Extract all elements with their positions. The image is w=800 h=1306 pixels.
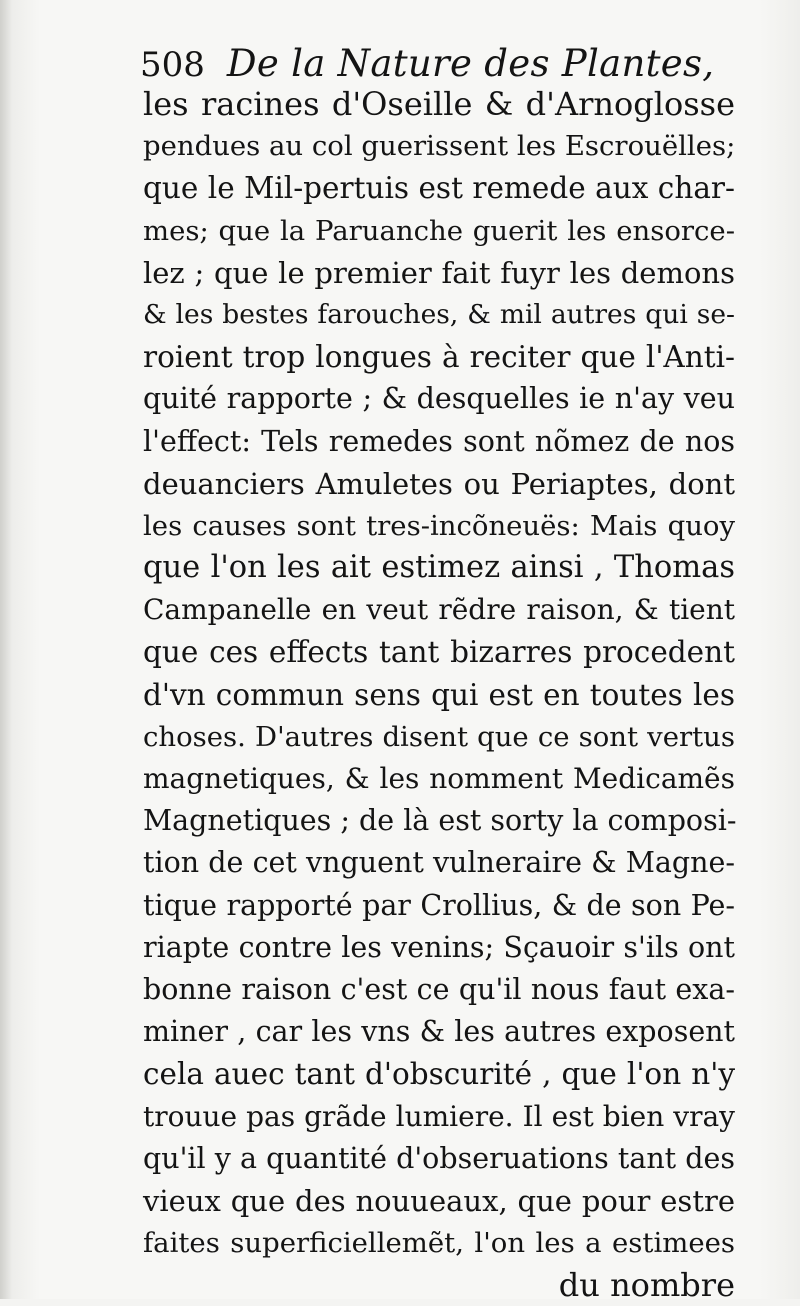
gutter-shadow [0, 0, 12, 1299]
text-line: les racines d'Oseille & d'Arnoglosse [143, 85, 735, 123]
text-line: lez ; que le premier fait fuyr les demons [143, 255, 735, 290]
text-line: & les bestes farouches, & mil autres qui se- [143, 298, 735, 330]
text-line: vieux que des nouueaux, que pour estre [143, 1183, 735, 1218]
text-line: choses. D'autres disent que ce sont vertus [143, 720, 735, 753]
text-line: que ces effects tant bizarres procedent [143, 635, 735, 670]
text-line: riapte contre les venins; Sçauoir s'ils ont [143, 930, 735, 964]
text-line: faites superficiellemẽt, l'on les a estimees [143, 1227, 735, 1260]
text-line: tion de cet vnguent vulneraire & Magne- [143, 846, 735, 880]
text-line: que le Mil-pertuis est remede aux char- [143, 171, 735, 206]
text-line: les causes sont tres-incõneuës: Mais quoy [143, 509, 735, 542]
text-line: quité rapporte ; & desquelles ie n'ay veu [143, 382, 735, 416]
text-line: deuanciers Amuletes ou Periaptes, dont [143, 466, 735, 501]
text-line: miner , car les vns & les autres exposent [143, 1015, 735, 1049]
text-line: bonne raison c'est ce qu'il nous faut exa- [143, 972, 735, 1006]
text-line: trouue pas grãde lumiere. Il est bien vray [143, 1099, 735, 1133]
text-line: que l'on les ait estimez ainsi , Thomas [143, 550, 735, 586]
text-line: l'effect: Tels remedes sont nõmez de nos [143, 424, 735, 458]
text-line: d'vn commun sens qui est en toutes les [143, 677, 735, 712]
catchword: du nombre [558, 1266, 735, 1305]
text-line: mes; que la Paruanche guerit les ensorce- [143, 214, 735, 247]
text-line: Campanelle en veut rẽdre raison, & tient [143, 593, 735, 627]
text-line: magnetiques, & les nomment Medicamẽs [143, 762, 735, 795]
text-line: pendues au col guerissent les Escrouëlles; [143, 130, 736, 163]
text-line: qu'il y a quantité d'obseruations tant des [143, 1141, 735, 1175]
body-text [143, 83, 735, 1306]
text-line: roient trop longues à reciter que l'Anti- [143, 340, 735, 375]
running-title: De la Nature des Plantes, [226, 42, 715, 85]
text-line: cela auec tant d'obscurité , que l'on n'y [143, 1057, 735, 1092]
text-line: tique rapporté par Crollius, & de son Pe- [143, 888, 735, 922]
text-line: Magnetiques ; de là est sorty la composi- [143, 804, 737, 838]
page-number: 508 [140, 45, 205, 85]
